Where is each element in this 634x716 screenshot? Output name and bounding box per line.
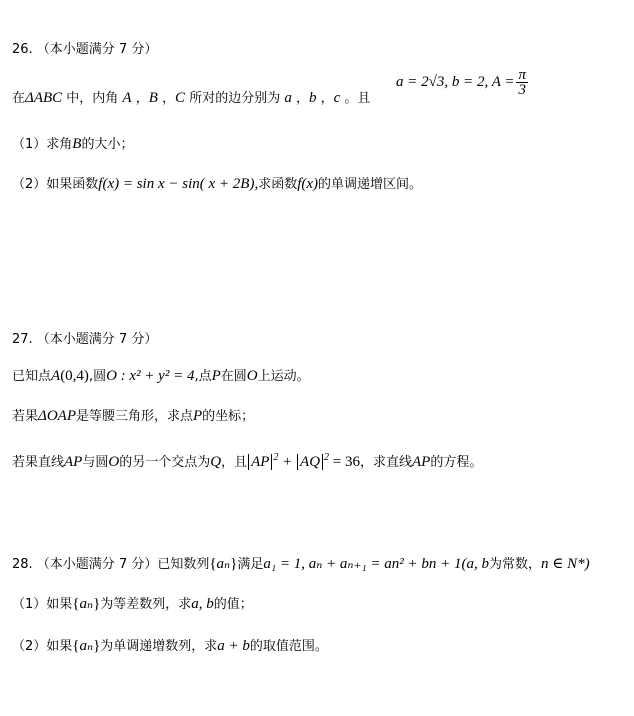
q26-var-a: a [284,90,292,106]
q27-s2-O: O [108,454,120,470]
q27-s2-prefix: 若果直线 [12,455,65,470]
q26-three: 3 [518,82,526,98]
q27-point-A: A [51,368,61,384]
q26-part2-end: 的单调递增区间。 [318,177,423,192]
q26-var-C: C [175,90,186,106]
q26-given-eq: a = 2√3, b = 2, A = [396,74,515,90]
q28-part2-expr: a + b [217,638,250,654]
q28-part2-label: （2）如果 [12,639,73,654]
q26-intro: 在ΔABC 中，内角 A ，B ，C 所对的边分别为 a ，b ，c 。且 [12,90,371,106]
q27-s2-AP2: AP [412,454,431,470]
q27-sub1 [12,406,254,427]
q27-s1-end: 的坐标； [202,409,255,424]
q26-pi: π [518,67,526,83]
q27-s2-eq-right: = 36 [332,454,360,470]
q27-s2-end: 的方程。 [430,455,483,470]
q27-s2-mid3: ，且 [221,455,248,470]
q26-part2-mid: 求函数 [258,177,298,192]
q27-circle-text: 在圆 [220,369,247,384]
q27-point-text: ,点 [194,369,212,384]
q28-part2-end: 的取值范围。 [249,639,328,654]
q26-header: 26. （本小题满分 7 分） [12,42,158,57]
q28-cond: a₁ = 1, aₙ + aₙ₊₁ = an² + bn + 1(a, b [263,556,489,572]
q28-part1-mid: 为等差数列，求 [100,597,192,612]
q27-abs-AP: AP $^2$ + AQ $^2$ [247,454,333,470]
q27-sub2 [12,452,482,473]
q27-s1-mid: 是等腰三角形，求点 [75,409,193,424]
q26-part1-end: 的大小； [81,137,134,152]
q26-given [396,68,530,97]
q28-part1-end: 的值； [213,597,253,612]
q27-s2-Q: Q [210,454,222,470]
q27-intro [12,366,310,387]
q26-part2 [12,174,422,195]
q27-s2-mid: 与圆 [82,455,109,470]
q27-P: P [211,368,221,384]
q28-part2 [12,636,328,657]
q26-part2-func: f(x) = sin x − sin( x + 2B), [98,176,259,192]
q27-s1-triangle: ΔOAP [38,408,76,424]
q26-var-b: b [308,90,317,106]
q27-motion: 上运动。 [257,369,310,384]
q26-intro-prefix: 在 [12,91,26,106]
q26-part2-label: （2）如果函数 [12,177,99,192]
q26-var-B: B [148,90,158,106]
q28-part1-seq: {aₙ} [72,596,101,612]
q28-part1-vars: a, b [191,596,214,612]
q27-point-A-coord: (0,4) [60,368,89,384]
q26-part2-func2: f(x) [297,176,319,192]
q26-intro-end: 。且 [340,91,371,106]
q27-O: O [246,368,258,384]
q26-part1-label: （1）求角 [12,137,73,152]
q28-cond-prefix: 满足 [237,557,264,572]
q27-circle-eq: O : x² + y² = 4 [106,368,195,384]
q26-intro-mid2: 所对的边分别为 [185,91,285,106]
q27-header: 27. （本小题满分 7 分） [12,332,158,347]
q28-part1-label: （1）如果 [12,597,73,612]
q27-s2-AP: AP [64,454,83,470]
q27-s2-mid2: 的另一个交点为 [119,455,211,470]
q27-s2-mid4: ，求直线 [360,455,413,470]
q27-intro-text: 已知点 [12,369,52,384]
q26-var-c: c [333,90,341,106]
q28-const: 为常数， [488,557,541,572]
q28-header-text: 28. （本小题满分 7 分）已知数列 [12,557,210,572]
q28-part2-mid: 为单调递增数列，求 [100,639,218,654]
q26-fraction [516,68,528,97]
q27-s1-prefix: 若果 [12,409,39,424]
q28-domain: n ∈ N*) [540,556,590,572]
q27-circle-prefix: ,圆 [88,369,107,384]
q28-header [12,554,590,575]
q26-intro-mid1: 中，内角 [62,91,123,106]
q28-seq: {aₙ} [209,556,238,572]
q26-part1-var: B [72,136,82,152]
q28-part2-seq: {aₙ} [72,638,101,654]
q26-part1 [12,134,133,155]
q27-s1-P: P [193,408,203,424]
q28-part1 [12,594,253,615]
q26-var-A: A [122,90,132,106]
q26-triangle: ΔABC [25,90,63,106]
